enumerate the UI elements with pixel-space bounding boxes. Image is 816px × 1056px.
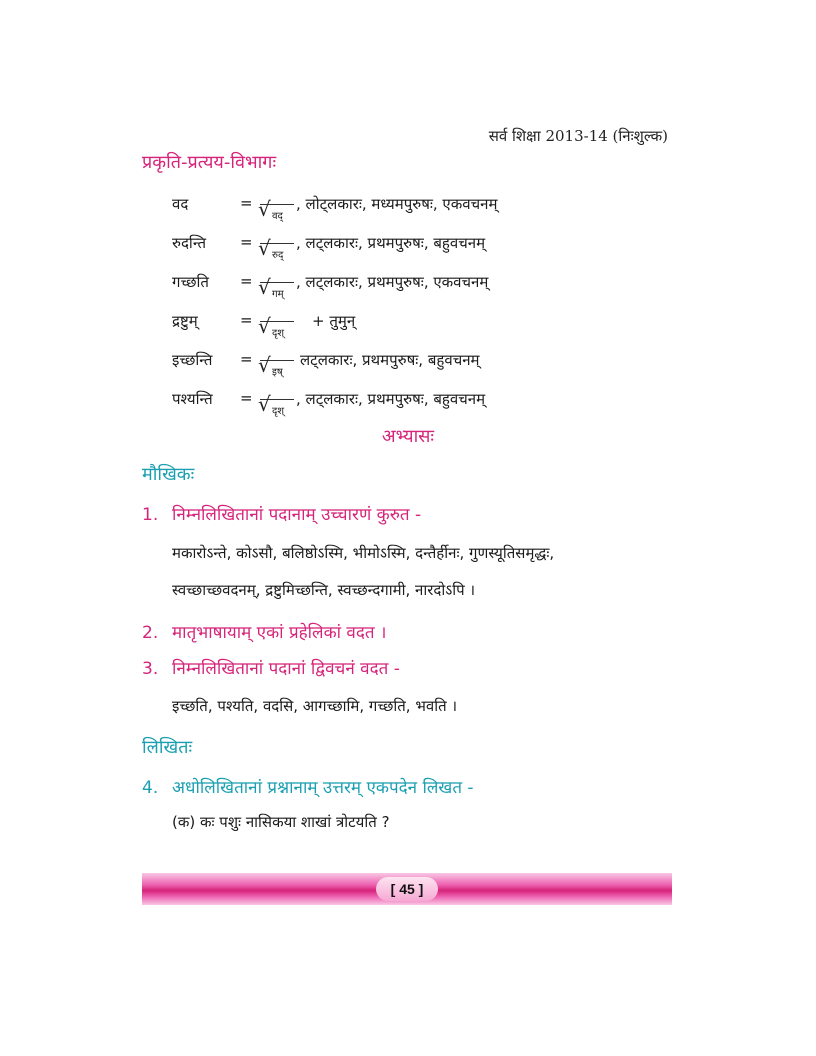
question-text: निम्नलिखितानां पदानां द्विवचनं वदत - xyxy=(172,659,400,679)
question-text: निम्नलिखितानां पदानाम् उच्चारणं कुरुत - xyxy=(172,505,422,525)
question-4-part-a: (क) कः पशुः नासिकया शाखां त्रोटयति ? xyxy=(172,813,390,831)
question-3-line: इच्छति, पश्यति, वदसि, आगच्छामि, गच्छति, भवति । xyxy=(172,697,458,715)
written-section-title: लिखितः xyxy=(142,737,193,758)
row-word: इच्छन्ति xyxy=(172,351,213,369)
root-symbol xyxy=(260,282,294,305)
root-symbol xyxy=(260,204,294,227)
row-word: रुदन्ति xyxy=(172,234,206,252)
root-symbol xyxy=(260,360,294,383)
row-equals: = xyxy=(240,272,253,290)
analysis-title: प्रकृति-प्रत्यय-विभागः xyxy=(142,152,277,173)
row-equals: = xyxy=(240,350,253,368)
row-description: , लट्लकारः, प्रथमपुरुषः, एकवचनम् xyxy=(296,273,489,291)
question-number: 2. xyxy=(142,623,159,643)
question-text: अधोलिखितानां प्रश्नानाम् उत्तरम् एकपदेन लिखत - xyxy=(172,778,474,798)
question-number: 1. xyxy=(142,505,159,525)
row-equals: = xyxy=(240,389,253,407)
question-text: मातृभाषायाम् एकां प्रहेलिकां वदत । xyxy=(172,623,387,643)
row-description: लट्लकारः, प्रथमपुरुषः, बहुवचनम् xyxy=(300,351,480,369)
root-symbol xyxy=(260,243,294,266)
row-description: + तुमुन् xyxy=(312,312,356,330)
question-number: 3. xyxy=(142,659,159,679)
row-root: √ इष् xyxy=(272,367,283,378)
oral-section-title: मौखिकः xyxy=(142,464,195,485)
row-equals: = xyxy=(240,311,253,329)
question-4 xyxy=(142,775,474,798)
exercise-title: अभ्यासः xyxy=(381,426,435,447)
question-2 xyxy=(142,620,386,643)
page-number: [ 45 ] xyxy=(376,877,438,901)
question-1 xyxy=(142,502,421,525)
row-word: पश्यन्ति xyxy=(172,390,213,408)
row-root: √ दृश् xyxy=(272,406,285,417)
row-description: , लट्लकारः, प्रथमपुरुषः, बहुवचनम् xyxy=(296,234,486,252)
row-equals: = xyxy=(240,194,253,212)
question-number: 4. xyxy=(142,778,159,798)
row-description: , लोट्लकारः, मध्यमपुरुषः, एकवचनम् xyxy=(296,195,498,213)
root-symbol xyxy=(260,321,294,344)
question-3 xyxy=(142,656,400,679)
row-equals: = xyxy=(240,233,253,251)
question-1-line-2: स्वच्छाच्छवदनम्, द्रष्टुमिच्छन्ति, स्वच्छन्दगामी, नारदोऽपि । xyxy=(172,581,476,599)
header-note: सर्व शिक्षा 2013-14 (निःशुल्क) xyxy=(488,127,668,145)
row-word: गच्छति xyxy=(172,273,209,291)
question-1-line-1: मकारोऽन्ते, कोऽसौ, बलिष्ठोऽस्मि, भीमोऽस्मि, दन्तैर्हीनः, गुणस्यूतिसमृद्धः, xyxy=(172,544,555,562)
row-root: √ दृश् xyxy=(272,328,285,339)
row-root: √ गम् xyxy=(272,289,284,300)
row-root: √ वद् xyxy=(272,211,283,222)
row-description: , लट्लकारः, प्रथमपुरुषः, बहुवचनम् xyxy=(296,390,486,408)
row-root: √ रुद् xyxy=(272,250,284,261)
root-symbol xyxy=(260,399,294,422)
row-word: वद xyxy=(172,195,189,213)
row-word: द्रष्टुम् xyxy=(172,312,198,330)
